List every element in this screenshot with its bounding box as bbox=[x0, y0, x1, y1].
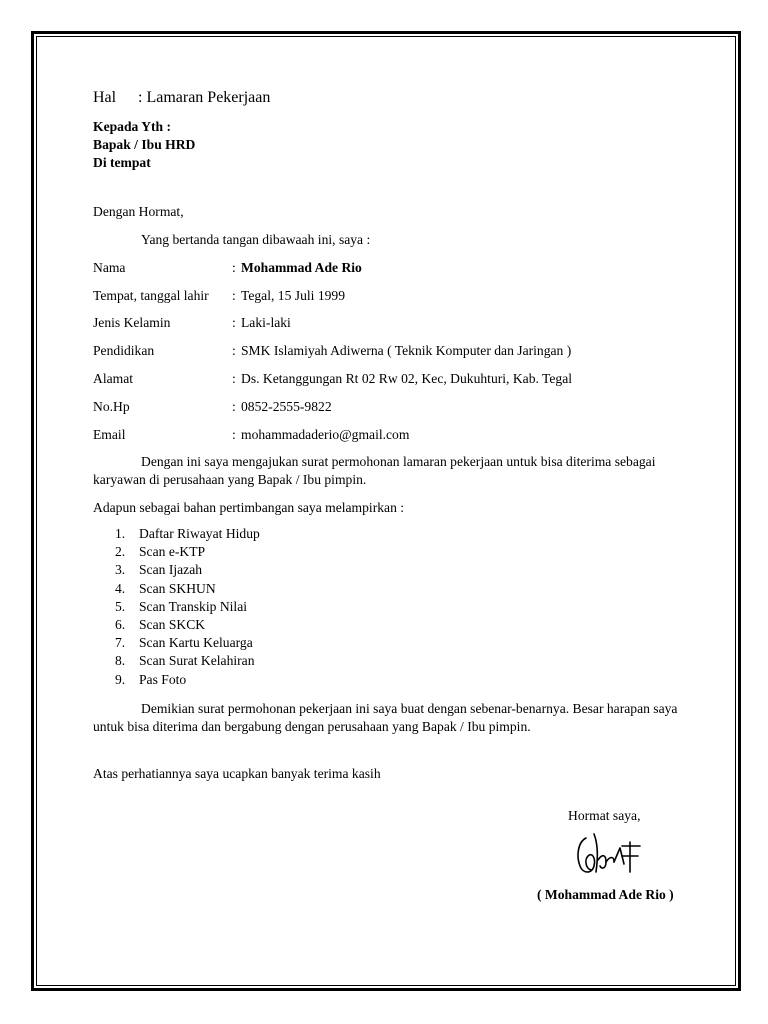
list-number: 5. bbox=[115, 598, 126, 614]
list-number: 3. bbox=[115, 562, 126, 578]
recipient-line-1: Kepada Yth : bbox=[93, 119, 172, 134]
attachments-intro: Adapun sebagai bahan pertimbangan saya melampirkan : bbox=[93, 500, 405, 515]
signature-image bbox=[572, 828, 644, 880]
field-colon: : bbox=[232, 427, 236, 442]
field-value-gender: Laki-laki bbox=[241, 315, 291, 330]
list-text: Scan e-KTP bbox=[139, 544, 206, 560]
paragraph-application: Dengan ini saya mengajukan surat permohonan lamaran pekerjaan untuk bisa diterima sebagai karyawan di perusahaan yang Bapak / Ibu pimpin. bbox=[93, 454, 656, 487]
field-label-address: Alamat bbox=[93, 371, 134, 386]
recipient-line-2: Bapak / Ibu HRD bbox=[93, 137, 196, 152]
list-number: 2. bbox=[115, 544, 126, 560]
list-text: Scan Ijazah bbox=[139, 562, 203, 578]
list-text: Scan Transkip Nilai bbox=[139, 598, 247, 614]
field-value-email: mohammadaderio@gmail.com bbox=[241, 427, 410, 442]
list-number: 4. bbox=[115, 580, 126, 596]
attachments-list bbox=[93, 525, 260, 689]
field-label-email: Email bbox=[93, 427, 126, 442]
greeting: Dengan Hormat, bbox=[93, 204, 184, 219]
subject-label: Hal bbox=[93, 89, 117, 106]
list-item bbox=[93, 561, 260, 579]
list-text: Scan Surat Kelahiran bbox=[139, 653, 255, 669]
list-item bbox=[93, 671, 260, 689]
recipient-line-3: Di tempat bbox=[93, 155, 151, 170]
field-colon: : bbox=[232, 399, 236, 414]
list-number: 8. bbox=[115, 653, 126, 669]
field-value-name: Mohammad Ade Rio bbox=[241, 260, 362, 275]
list-number: 9. bbox=[115, 671, 126, 687]
list-number: 6. bbox=[115, 617, 126, 633]
list-number: 1. bbox=[115, 526, 126, 541]
field-label-name: Nama bbox=[93, 260, 126, 275]
thanks-line: Atas perhatiannya saya ucapkan banyak terima kasih bbox=[93, 766, 381, 781]
field-label-birth: Tempat, tanggal lahir bbox=[93, 288, 209, 303]
field-colon: : bbox=[232, 371, 236, 386]
field-label-phone: No.Hp bbox=[93, 399, 130, 414]
field-colon: : bbox=[232, 288, 236, 303]
subject-value: : Lamaran Pekerjaan bbox=[138, 89, 271, 106]
list-item bbox=[93, 543, 260, 561]
list-item bbox=[93, 580, 260, 598]
field-label-education: Pendidikan bbox=[93, 343, 155, 358]
list-text: Scan Kartu Keluarga bbox=[139, 635, 253, 651]
list-text: Scan SKHUN bbox=[139, 580, 216, 596]
list-item bbox=[93, 652, 260, 670]
field-colon: : bbox=[232, 343, 236, 358]
intro-line: Yang bertanda tangan dibawaah ini, saya : bbox=[141, 232, 371, 247]
list-item bbox=[93, 634, 260, 652]
field-value-phone: 0852-2555-9822 bbox=[241, 399, 332, 414]
field-value-address: Ds. Ketanggungan Rt 02 Rw 02, Kec, Dukuhturi, Kab. Tegal bbox=[241, 371, 573, 386]
list-number: 7. bbox=[115, 635, 126, 651]
list-item bbox=[93, 525, 260, 543]
field-colon: : bbox=[232, 315, 236, 330]
list-text: Scan SKCK bbox=[139, 617, 206, 633]
field-label-gender: Jenis Kelamin bbox=[93, 315, 171, 330]
list-text: Daftar Riwayat Hidup bbox=[139, 526, 260, 541]
paragraph-closing: Demikian surat permohonan pekerjaan ini saya buat dengan sebenar-benarnya. Besar harapan saya untuk bisa diterima dan bergabung dengan perusahaan yang Bapak / Ibu pimpin. bbox=[93, 701, 678, 734]
field-colon: : bbox=[232, 260, 236, 275]
field-value-education: SMK Islamiyah Adiwerna ( Teknik Komputer dan Jaringan ) bbox=[241, 343, 572, 358]
list-item bbox=[93, 598, 260, 616]
list-item bbox=[93, 616, 260, 634]
list-text: Pas Foto bbox=[139, 671, 187, 687]
sign-off: Hormat saya, bbox=[568, 808, 641, 823]
field-value-birth: Tegal, 15 Juli 1999 bbox=[241, 288, 346, 303]
signatory-name: ( Mohammad Ade Rio ) bbox=[537, 887, 674, 902]
